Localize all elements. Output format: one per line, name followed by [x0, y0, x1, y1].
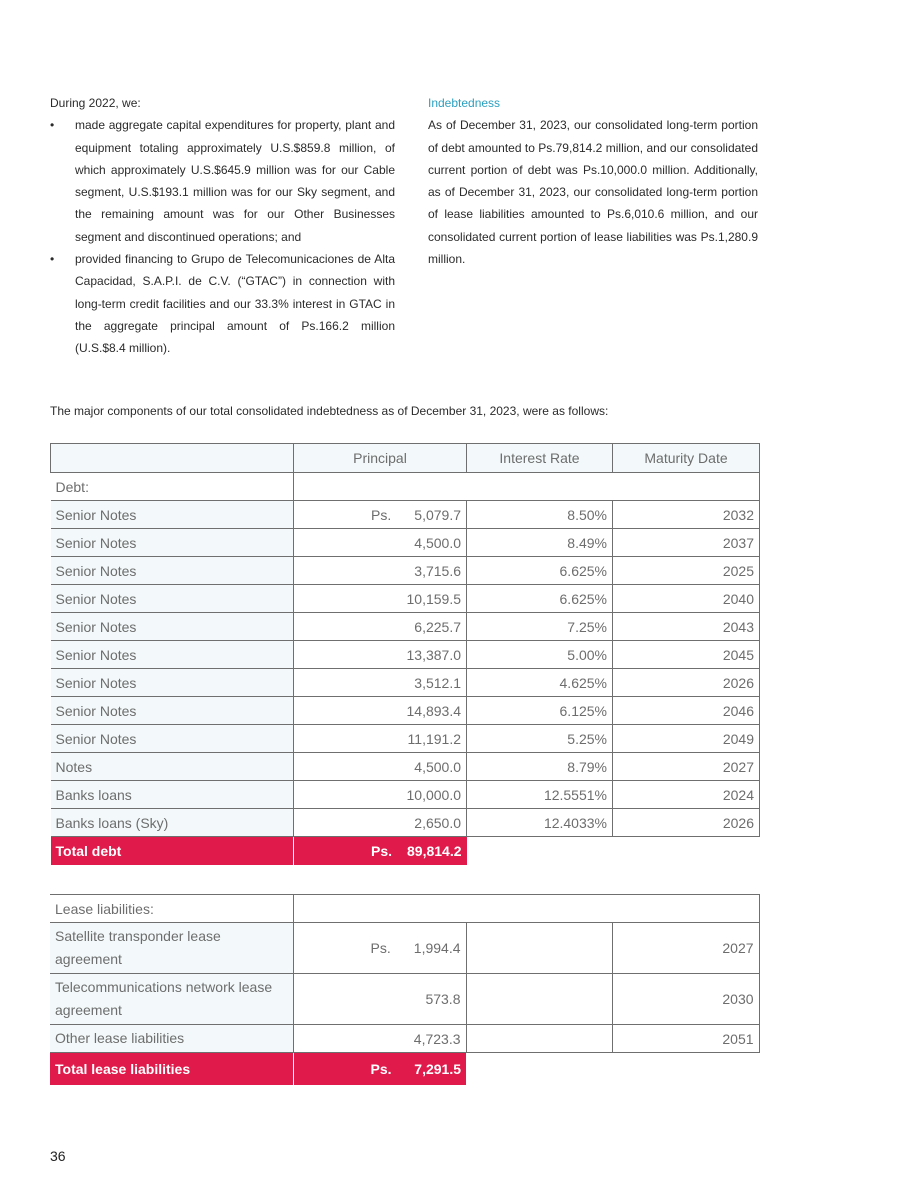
debt-name: Senior Notes	[51, 613, 294, 641]
debt-principal	[294, 529, 467, 557]
lease-maturity: 2027	[612, 923, 759, 974]
principal-value: 11,191.2	[407, 730, 461, 747]
table-row	[51, 613, 760, 641]
header-interest-rate: Interest Rate	[467, 444, 613, 473]
debt-interest-rate: 4.625%	[467, 669, 613, 697]
principal-value: 4,500.0	[414, 534, 461, 551]
section-blank	[293, 895, 759, 923]
header-blank	[51, 444, 294, 473]
table-row	[51, 557, 760, 585]
bullet-icon: •	[50, 252, 55, 267]
table-row	[50, 1025, 759, 1053]
debt-name: Senior Notes	[51, 641, 294, 669]
rate-blank	[466, 923, 612, 974]
debt-principal	[294, 613, 467, 641]
bullet-icon: •	[50, 118, 55, 133]
debt-interest-rate: 7.25%	[467, 613, 613, 641]
debt-name: Senior Notes	[51, 697, 294, 725]
table-row	[51, 641, 760, 669]
principal-value: 3,715.6	[414, 562, 461, 579]
debt-maturity: 2049	[613, 725, 760, 753]
currency-label: Ps.	[370, 940, 391, 956]
total-blank	[467, 837, 760, 865]
table-row	[50, 923, 759, 974]
currency-label: Ps.	[371, 506, 392, 523]
table-row	[50, 974, 759, 1025]
debt-table	[50, 443, 760, 865]
debt-principal	[294, 501, 467, 529]
debt-maturity: 2043	[613, 613, 760, 641]
debt-principal	[294, 641, 467, 669]
total-lease-label: Total lease liabilities	[50, 1053, 293, 1085]
table-header-row	[51, 444, 760, 473]
debt-maturity: 2024	[613, 781, 760, 809]
capex-bullet-list	[50, 114, 395, 359]
lease-principal	[293, 923, 466, 974]
debt-name: Senior Notes	[51, 501, 294, 529]
debt-maturity: 2026	[613, 669, 760, 697]
debt-interest-rate: 12.4033%	[467, 809, 613, 837]
capex-intro: During 2022, we:	[50, 96, 141, 110]
principal-value: 5,079.7	[414, 506, 461, 523]
page-number: 36	[50, 1148, 66, 1164]
list-item	[50, 248, 395, 359]
lease-table	[50, 894, 760, 1085]
principal-value: 10,000.0	[406, 786, 461, 803]
principal-value: 13,387.0	[406, 646, 461, 663]
debt-name: Senior Notes	[51, 585, 294, 613]
table-row	[51, 585, 760, 613]
header-maturity-date: Maturity Date	[613, 444, 760, 473]
principal-value: 3,512.1	[414, 674, 461, 691]
table-row	[51, 781, 760, 809]
table-row	[51, 501, 760, 529]
indebtedness-heading: Indebtedness	[428, 96, 501, 110]
section-blank	[294, 473, 760, 501]
table-row	[51, 697, 760, 725]
table-intro: The major components of our total consolidated indebtedness as of December 31, 2023, were as follows:	[50, 404, 609, 418]
debt-interest-rate: 5.00%	[467, 641, 613, 669]
lease-name: Other lease liabilities	[50, 1025, 293, 1053]
lease-section-label: Lease liabilities:	[50, 895, 293, 923]
debt-maturity: 2040	[613, 585, 760, 613]
list-item	[50, 114, 395, 248]
total-debt-amount: 89,814.2	[407, 842, 462, 859]
lease-principal: 4,723.3	[293, 1025, 466, 1053]
currency-label: Ps.	[370, 1060, 392, 1077]
total-debt-row	[51, 837, 760, 865]
principal-value: 4,500.0	[414, 758, 461, 775]
principal-value: 14,893.4	[406, 702, 461, 719]
debt-interest-rate: 12.5551%	[467, 781, 613, 809]
table-row	[51, 669, 760, 697]
debt-principal	[294, 753, 467, 781]
debt-principal	[294, 557, 467, 585]
debt-maturity: 2045	[613, 641, 760, 669]
total-lease-row	[50, 1053, 759, 1085]
header-principal: Principal	[294, 444, 467, 473]
debt-name: Banks loans (Sky)	[51, 809, 294, 837]
lease-name: Telecommunications network lease agreement	[50, 974, 293, 1025]
debt-principal	[294, 585, 467, 613]
table-row	[51, 725, 760, 753]
debt-section-label: Debt:	[51, 473, 294, 501]
lease-maturity: 2051	[612, 1025, 759, 1053]
total-blank	[466, 1053, 759, 1085]
debt-interest-rate: 8.49%	[467, 529, 613, 557]
debt-name: Notes	[51, 753, 294, 781]
table-row	[51, 809, 760, 837]
principal-value: 1,994.4	[413, 940, 461, 956]
bullet-text: provided financing to Grupo de Telecomunicaciones de Alta Capacidad, S.A.P.I. de C.V. (“GTAC”) in connection with long-term credit facilities and our 33.3% interest in GTAC in the aggregate principal amount of Ps.166.2 million (U.S.$8.4 million).	[75, 252, 395, 356]
currency-label: Ps.	[371, 842, 393, 859]
lease-principal: 573.8	[293, 974, 466, 1025]
rate-blank	[466, 974, 612, 1025]
debt-rows	[51, 501, 760, 837]
principal-value: 10,159.5	[406, 590, 461, 607]
lease-maturity: 2030	[612, 974, 759, 1025]
debt-principal	[294, 725, 467, 753]
right-column	[428, 92, 758, 270]
indebtedness-paragraph: As of December 31, 2023, our consolidated long-term portion of debt amounted to Ps.79,814.2 million, and our consolidated current portion of debt was Ps.10,000.0 million. Additionally, as of December 31, 2023, our consolidated long-term portion of lease liabilities amounted to Ps.6,010.6 million, and our consolidated current portion of lease liabilities was Ps.1,280.9 million.	[428, 118, 758, 267]
debt-interest-rate: 8.79%	[467, 753, 613, 781]
debt-principal	[294, 669, 467, 697]
table-row	[51, 753, 760, 781]
debt-name: Senior Notes	[51, 557, 294, 585]
total-lease-amount: 7,291.5	[414, 1060, 461, 1077]
principal-value: 2,650.0	[414, 814, 461, 831]
debt-interest-rate: 6.125%	[467, 697, 613, 725]
debt-maturity: 2037	[613, 529, 760, 557]
section-row	[50, 895, 759, 923]
rate-blank	[466, 1025, 612, 1053]
debt-maturity: 2025	[613, 557, 760, 585]
left-column	[50, 92, 395, 360]
debt-name: Senior Notes	[51, 529, 294, 557]
debt-name: Senior Notes	[51, 669, 294, 697]
total-debt-value	[294, 837, 467, 865]
debt-principal	[294, 781, 467, 809]
debt-name: Banks loans	[51, 781, 294, 809]
debt-interest-rate: 6.625%	[467, 557, 613, 585]
lease-name: Satellite transponder lease agreement	[50, 923, 293, 974]
debt-interest-rate: 8.50%	[467, 501, 613, 529]
debt-maturity: 2026	[613, 809, 760, 837]
debt-maturity: 2027	[613, 753, 760, 781]
debt-interest-rate: 6.625%	[467, 585, 613, 613]
bullet-text: made aggregate capital expenditures for property, plant and equipment totaling approximately U.S.$859.8 million, of which approximately U.S.$645.9 million was for our Cable segment, U.S.$193.1 million was for our Sky segment, and the remaining amount was for our Other Businesses segment and discontinued operations; and	[75, 118, 395, 244]
principal-value: 6,225.7	[414, 618, 461, 635]
debt-maturity: 2032	[613, 501, 760, 529]
debt-interest-rate: 5.25%	[467, 725, 613, 753]
debt-principal	[294, 809, 467, 837]
debt-name: Senior Notes	[51, 725, 294, 753]
debt-principal	[294, 697, 467, 725]
debt-maturity: 2046	[613, 697, 760, 725]
section-row	[51, 473, 760, 501]
total-debt-label: Total debt	[51, 837, 294, 865]
total-lease-value	[293, 1053, 466, 1085]
table-row	[51, 529, 760, 557]
